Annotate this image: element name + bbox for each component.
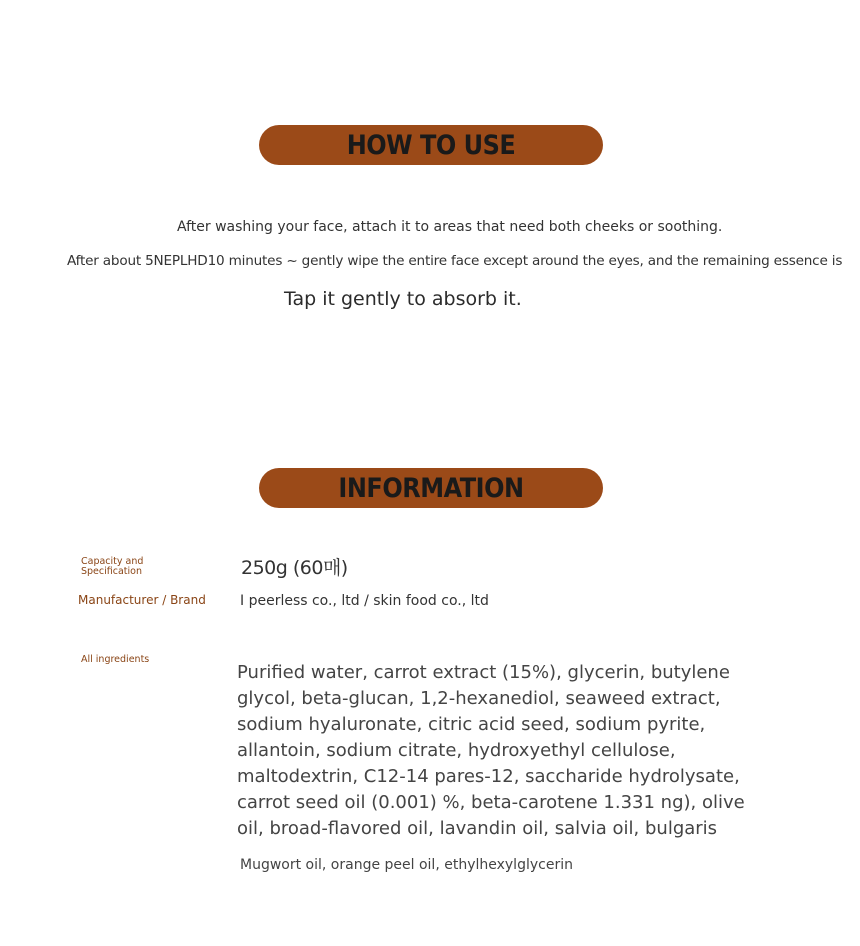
usage-step-2: After about 5NEPLHD10 minutes ~ gently wipe the entire face except around the eyes, and the remaining essence is — [67, 253, 843, 269]
ingredients-list: Purified water, carrot extract (15%), glycerin, butylene glycol, beta-glucan, 1,2-hexanediol, seaweed extract, sodium hyaluronate, citric acid seed, sodium pyrite, allantoin, sodium citrate, hydroxyethyl cellulose, maltodextrin, C12-14 pares-12, saccharide hydrolysate, carrot seed oil (0.001) %, beta-carotene 1.331 ng), olive oil, broad-flavored oil, lavandin oil, salvia oil, bulgaris — [237, 662, 745, 839]
information-banner — [259, 468, 603, 508]
how-to-use-banner — [259, 125, 603, 165]
how-to-use-title: HOW TO USE — [346, 129, 516, 161]
manufacturer-label: Manufacturer / Brand — [78, 593, 206, 607]
manufacturer-value: I peerless co., ltd / skin food co., ltd — [240, 593, 489, 609]
usage-step-3: Tap it gently to absorb it. — [284, 288, 522, 310]
capacity-label: Capacity and Specification — [81, 556, 144, 578]
capacity-value: 250g (60매) — [241, 557, 348, 579]
ingredients-label: All ingredients — [81, 654, 150, 665]
ingredients-list-continued: Mugwort oil, orange peel oil, ethylhexylglycerin — [240, 857, 573, 873]
usage-step-1: After washing your face, attach it to areas that need both cheeks or soothing. — [177, 219, 723, 235]
information-title: INFORMATION — [338, 472, 524, 504]
